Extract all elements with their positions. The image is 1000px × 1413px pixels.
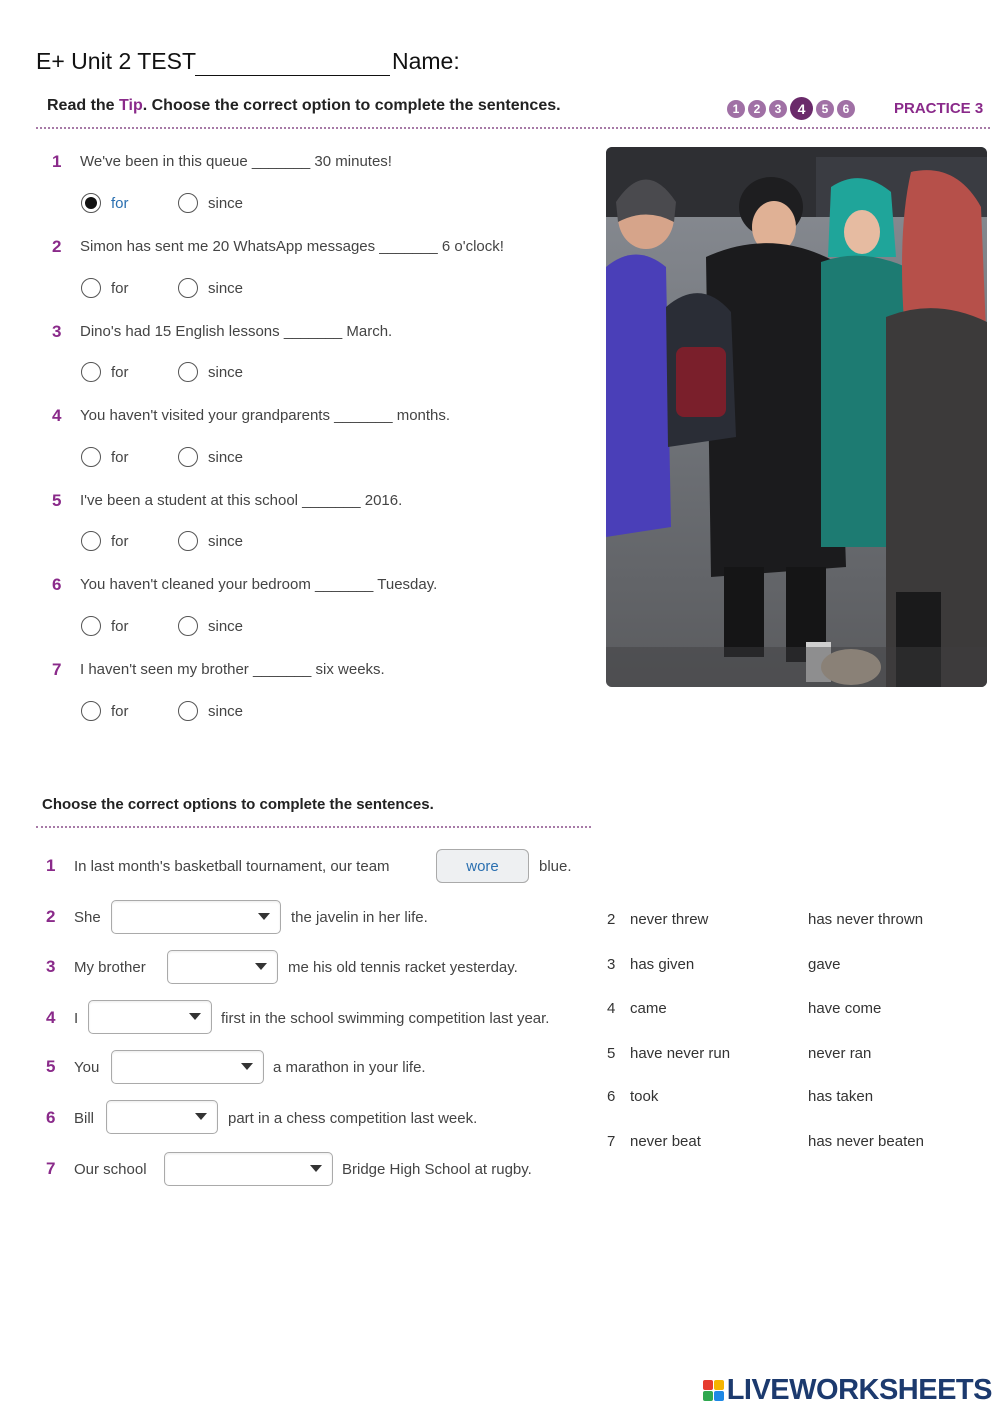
chevron-down-icon <box>258 913 270 920</box>
radio-label: since <box>208 532 244 550</box>
option-number: 4 <box>607 1000 616 1017</box>
radio-option-for[interactable] <box>81 362 129 382</box>
sentence-before: Our school <box>74 1161 147 1178</box>
radio-circle-icon[interactable] <box>178 447 198 467</box>
pager-dot: 1 <box>727 100 745 118</box>
radio-circle-icon[interactable] <box>178 531 198 551</box>
radio-circle-icon[interactable] <box>178 193 198 213</box>
sentence-after: a marathon in your life. <box>273 1059 426 1076</box>
radio-label: for <box>111 448 129 466</box>
question-number: 5 <box>52 491 62 510</box>
chevron-down-icon <box>195 1113 207 1120</box>
question-sentence: We've been in this queue _______ 30 minutes! <box>80 153 392 170</box>
option-number: 3 <box>607 956 616 973</box>
answer-dropdown[interactable] <box>167 950 278 984</box>
option-a: never beat <box>630 1133 701 1150</box>
radio-option-for[interactable] <box>81 531 129 551</box>
question-number: 7 <box>52 660 62 679</box>
answer-dropdown[interactable] <box>164 1152 333 1186</box>
section2-instruction: Choose the correct options to complete the sentences. <box>42 796 434 813</box>
chevron-down-icon <box>310 1165 322 1172</box>
radio-label: since <box>208 279 244 297</box>
option-b: gave <box>808 956 841 973</box>
option-number: 7 <box>607 1133 616 1150</box>
answer-dropdown[interactable] <box>106 1100 218 1134</box>
radio-circle-icon[interactable] <box>81 278 101 298</box>
question-sentence: I haven't seen my brother _______ six weeks. <box>80 661 385 678</box>
radio-circle-icon[interactable] <box>81 616 101 636</box>
liveworksheets-brand <box>703 1374 992 1407</box>
radio-option-for[interactable] <box>81 447 129 467</box>
sentence-before: She <box>74 909 101 926</box>
question-number: 6 <box>52 575 62 594</box>
radio-option-for[interactable] <box>81 701 129 721</box>
radio-label: for <box>111 617 129 635</box>
question-number: 1 <box>46 856 56 875</box>
question-sentence: I've been a student at this school _______ 2016. <box>80 492 403 509</box>
option-b: have come <box>808 1000 882 1017</box>
sentence-before: You <box>74 1059 100 1076</box>
answer-dropdown[interactable] <box>111 900 281 934</box>
radio-label: since <box>208 194 244 212</box>
sentence-after: blue. <box>539 858 572 875</box>
sentence-after: Bridge High School at rugby. <box>342 1161 532 1178</box>
option-number: 5 <box>607 1045 616 1062</box>
option-b: has never thrown <box>808 911 924 928</box>
worksheet-title: E+ Unit 2 TEST <box>36 48 197 74</box>
answer-dropdown[interactable] <box>111 1050 264 1084</box>
radio-circle-icon[interactable] <box>81 193 101 213</box>
question-sentence: You haven't cleaned your bedroom _______ Tuesday. <box>80 576 438 593</box>
radio-circle-icon[interactable] <box>178 362 198 382</box>
radio-option-since[interactable] <box>178 447 243 467</box>
title-underline <box>195 75 390 76</box>
liveworksheets-logo-icon <box>703 1380 724 1401</box>
pager-dot: 3 <box>769 100 787 118</box>
sentence-after: the javelin in her life. <box>291 909 428 926</box>
option-a: has given <box>630 956 695 973</box>
radio-label: for <box>111 702 129 720</box>
radio-option-since[interactable] <box>178 193 243 213</box>
name-label: Name: <box>392 48 460 74</box>
option-a: came <box>630 1000 667 1017</box>
option-a: have never run <box>630 1045 731 1062</box>
pager-dot: 5 <box>816 100 834 118</box>
question-number: 6 <box>46 1108 56 1127</box>
question-number: 3 <box>46 957 56 976</box>
radio-label: since <box>208 448 244 466</box>
pager-dot: 2 <box>748 100 766 118</box>
sentence-before: Bill <box>74 1110 95 1127</box>
radio-circle-icon[interactable] <box>178 701 198 721</box>
radio-label: since <box>208 702 244 720</box>
radio-circle-icon[interactable] <box>178 278 198 298</box>
radio-circle-icon[interactable] <box>81 447 101 467</box>
students-photo <box>606 147 987 687</box>
radio-option-since[interactable] <box>178 616 243 636</box>
radio-circle-icon[interactable] <box>81 531 101 551</box>
radio-selected-dot <box>85 197 97 209</box>
pager-dot: 6 <box>837 100 855 118</box>
radio-circle-icon[interactable] <box>178 616 198 636</box>
students-photo-illustration <box>606 147 987 687</box>
section1-instruction: Read the Tip. Choose the correct option to complete the sentences. <box>47 97 561 114</box>
question-number: 7 <box>46 1159 56 1178</box>
option-b: has taken <box>808 1088 874 1105</box>
question-number: 5 <box>46 1057 56 1076</box>
radio-circle-icon[interactable] <box>81 362 101 382</box>
radio-label: for <box>111 194 129 212</box>
chevron-down-icon <box>189 1013 201 1020</box>
option-number: 2 <box>607 911 616 928</box>
sentence-after: part in a chess competition last week. <box>228 1110 478 1127</box>
question-number: 4 <box>46 1008 56 1027</box>
question-number: 2 <box>46 907 56 926</box>
radio-option-for[interactable] <box>81 278 129 298</box>
question-sentence: Dino's had 15 English lessons _______ March. <box>80 323 393 340</box>
question-number: 3 <box>52 322 62 341</box>
pager-dot-active: 4 <box>790 97 813 120</box>
chevron-down-icon <box>255 963 267 970</box>
sentence-after: me his old tennis racket yesterday. <box>288 959 518 976</box>
option-b: has never beaten <box>808 1133 924 1150</box>
option-a: never threw <box>630 911 709 928</box>
sentence-after: first in the school swimming competition last year. <box>221 1010 550 1027</box>
question-sentence: Simon has sent me 20 WhatsApp messages _______ 6 o'clock! <box>80 238 504 255</box>
sentence-before: I <box>74 1010 79 1027</box>
radio-option-since[interactable] <box>178 701 243 721</box>
answer-box-filled[interactable]: wore <box>436 849 529 883</box>
radio-option-for[interactable] <box>81 616 129 636</box>
question-number: 4 <box>52 406 62 425</box>
option-a: took <box>630 1088 659 1105</box>
sentence-before: My brother <box>74 959 146 976</box>
radio-label: since <box>208 363 244 381</box>
brand-wordmark: LIVEWORKSHEETS <box>726 1374 992 1406</box>
radio-option-since[interactable] <box>178 278 243 298</box>
radio-label: for <box>111 532 129 550</box>
answer-dropdown[interactable] <box>88 1000 212 1034</box>
radio-label: for <box>111 279 129 297</box>
option-b: never ran <box>808 1045 872 1062</box>
radio-option-for[interactable] <box>81 193 129 213</box>
chevron-down-icon <box>241 1063 253 1070</box>
section2-divider <box>36 826 591 828</box>
question-sentence: You haven't visited your grandparents _______ months. <box>80 407 451 424</box>
option-number: 6 <box>607 1088 616 1105</box>
radio-option-since[interactable] <box>178 531 243 551</box>
radio-circle-icon[interactable] <box>81 701 101 721</box>
radio-label: for <box>111 363 129 381</box>
practice-label: PRACTICE 3 <box>894 100 984 117</box>
question-number: 2 <box>52 237 62 256</box>
question-number: 1 <box>52 152 62 171</box>
radio-option-since[interactable] <box>178 362 243 382</box>
radio-label: since <box>208 617 244 635</box>
exercise-pager <box>727 97 855 120</box>
sentence-before: In last month's basketball tournament, our team <box>74 858 390 875</box>
section1-divider <box>36 127 990 129</box>
